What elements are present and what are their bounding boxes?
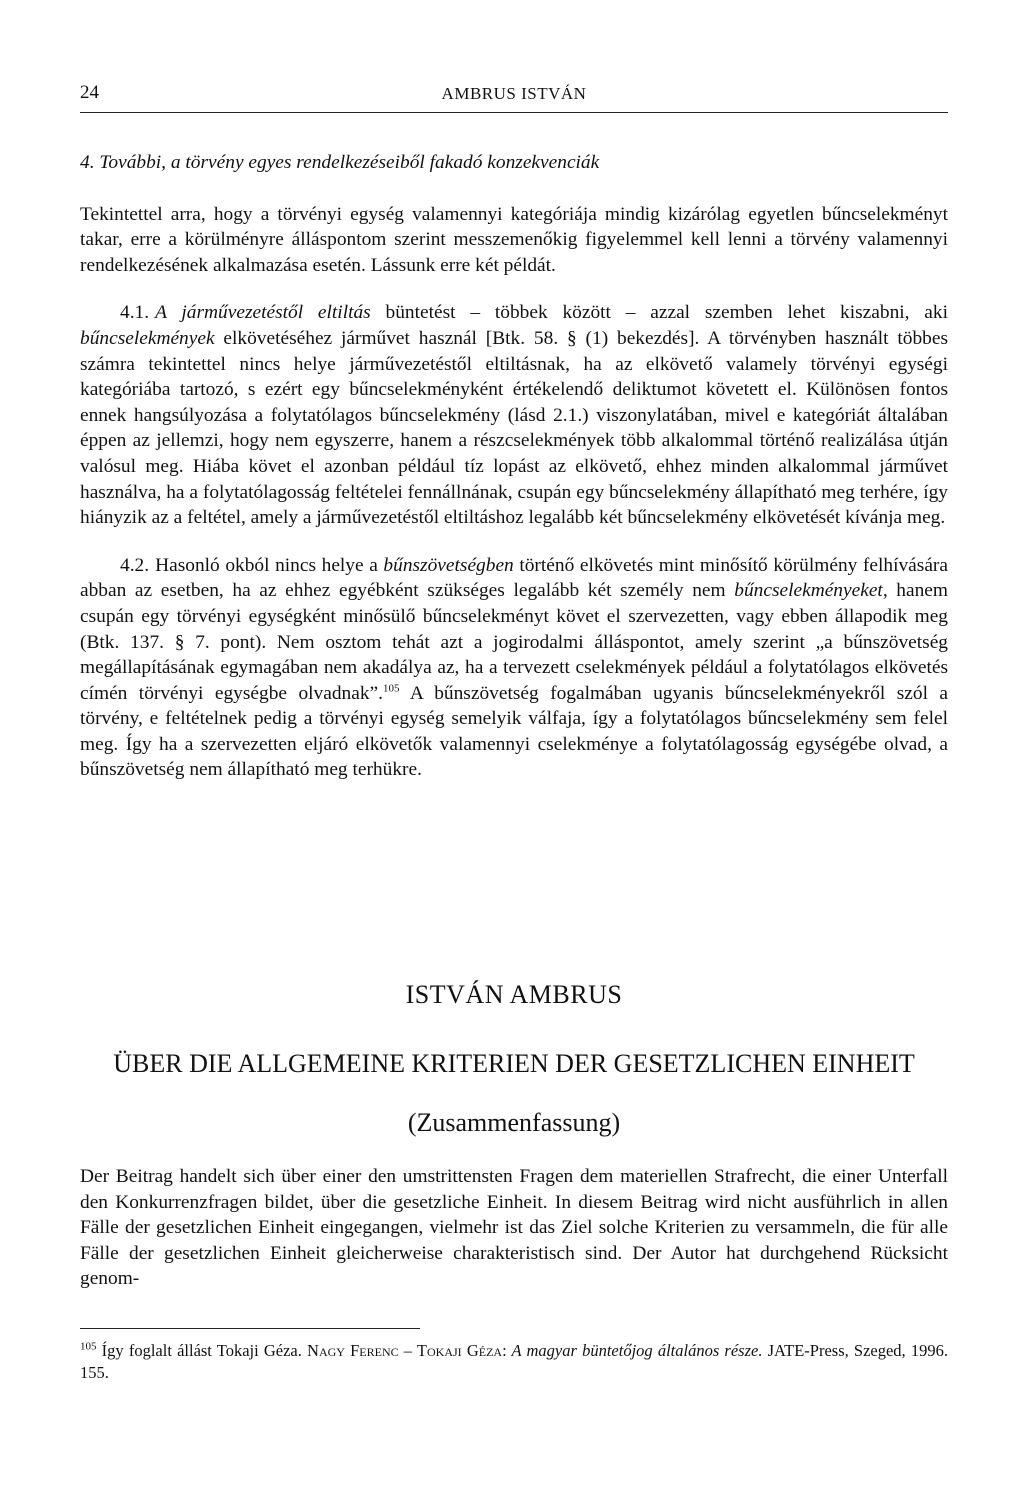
main-text bbox=[80, 150, 948, 783]
text-run: elkövetéséhez járművet használ [Btk. 58. § (1) bekezdés]. A törvényben használt többes számra tekintettel nincs helye járművezetéstől eltiltásnak, ha az elkövető valamely törvényi egységi kategóriába tartozó, s ezért egy bűncselekményként értékelendő deliktumot követett el. Különösen fontos ennek hangsúlyozása a folytatólagos bűncselekmény (lásd 2.1.) viszonylatában, mivel e kategóriát általában éppen az jellemzi, hogy nem egyszerre, hanem a részcselekmények több alkalommal történő realizálása útján valósul meg. Hiába követ el azonban például tíz lopást az elkövető, ehhez minden alkalommal járművet használva, ha a folytatólagosság feltételei fennállnának, csupán egy bűncselekmény állapítható meg terhére, így hiányzik az a feltétel, amely a járművezetéstől eltiltáshoz legalább két bűncselekmény elkövetését kívánja meg. bbox=[80, 327, 948, 529]
text-run: történő elkövetés mint minősítő körülmény felhívására abban az esetben, ha az ehhez egyébként szükséges legalább két személy nem bbox=[80, 554, 948, 602]
footnote-reference[interactable]: 105 bbox=[382, 682, 400, 695]
summary-title: ÜBER DIE ALLGEMEINE KRITERIEN DER GESETZLICHEN EINHEIT bbox=[113, 1049, 915, 1078]
paragraph-4-2 bbox=[80, 553, 948, 783]
summary-author: ISTVÁN AMBRUS bbox=[405, 980, 623, 1009]
text-run: A bűnszövetség fogalmában ugyanis bűncselekményekről szól a törvény, e feltételnek pedig a törvényi egység semelyik válfaja, így a folytatólagos bűncselekmény sem felel meg. Így ha a szervezetten eljáró elkövetők valamennyi cselekménye a folytatólagosság egységébe olvad, a bűnszövetség nem állapítható meg terhükre. bbox=[80, 682, 948, 781]
footnote-book-title: A magyar büntetőjog általános része. bbox=[506, 1341, 763, 1360]
section-heading: 4. További, a törvény egyes rendelkezéseiből fakadó konzekvenciák bbox=[80, 152, 600, 173]
text-run: Hasonló okból nincs helye a bbox=[155, 554, 384, 576]
italic-term: A járművezetéstől eltiltás bbox=[155, 302, 371, 324]
text-run: JATE-Press, Szeged, 1996. 155. bbox=[80, 1341, 948, 1382]
intro-paragraph: Tekintettel arra, hogy a törvényi egység valamennyi kategóriája mindig kizárólag egyetlen bűncselekményt takar, erre a körülményre álláspontom szerint messzemenőkig figyelemmel kell lenni a törvény valamennyi rendelkezésének alkalmazása esetén. Lássunk erre két példát. bbox=[80, 203, 948, 276]
footnote-authors: Nagy Ferenc – Tokaji Géza: bbox=[307, 1341, 507, 1360]
running-head: AMBRUS ISTVÁN bbox=[441, 84, 587, 103]
italic-term: bűnszövetségben bbox=[383, 554, 514, 576]
paragraph-number: 4.2. bbox=[120, 554, 150, 576]
text-run: Így foglalt állást Tokaji Géza. bbox=[96, 1341, 308, 1360]
footnote bbox=[80, 1340, 948, 1384]
footnote-divider bbox=[80, 1328, 420, 1329]
italic-term: bűncselekményeket, bbox=[734, 580, 888, 602]
italic-term: bűncselekmények bbox=[80, 327, 215, 349]
page-header bbox=[80, 76, 948, 113]
summary-text: Der Beitrag handelt sich über einer den umstrittensten Fragen dem materiellen Strafrecht, die einer Unterfall den Konkurrenzfragen bildet, über die gesetzliche Einheit. In diesem Beitrag wird nicht ausführlich in allen Fälle der gesetzlichen Einheit eingegangen, vielmehr ist das Ziel solche Kriterien zu versammeln, die für alle Fälle der gesetzlichen Einheit gleicherweise charakteristisch sind. Der Autor hat durchgehend Rücksicht genom- bbox=[80, 1166, 948, 1290]
paragraph-4-1 bbox=[80, 300, 948, 530]
text-run: hanem csupán egy törvényi egységként minősülő bűncselekményt követ el szervezetten, vagy ebben állapodik meg (Btk. 137. § 7. pont). Nem osztom tehát azt a jogirodalmi álláspontot, amely szerint „a bűnszövetség megállapításának egymagában nem akadálya az, ha a tervezett cselekmények például a folytatólagos elkövetés címén törvényi egységbe olvadnak”. bbox=[80, 580, 948, 704]
paragraph-number: 4.1. bbox=[120, 302, 150, 324]
footnote-number: 105 bbox=[80, 1340, 97, 1353]
text-run: büntetést – többek között – azzal szemben lehet kiszabni, aki bbox=[370, 302, 949, 324]
page-number: 24 bbox=[80, 82, 99, 103]
summary-subtitle: (Zusammenfassung) bbox=[407, 1108, 621, 1137]
summary-section bbox=[80, 980, 948, 1311]
